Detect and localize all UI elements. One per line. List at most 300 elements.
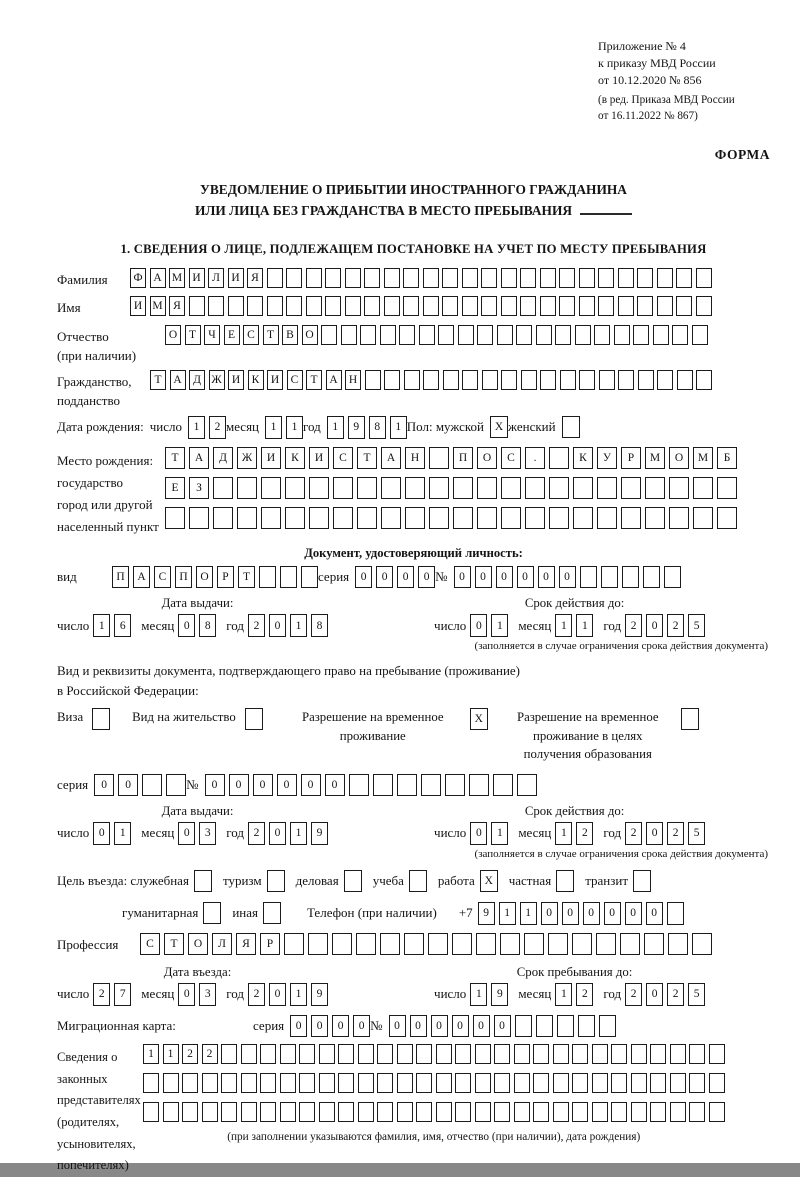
cell[interactable]: X — [490, 416, 508, 438]
res-valid-day-input[interactable] — [470, 822, 508, 845]
representatives-input-row2[interactable] — [143, 1073, 725, 1093]
birth-day-input[interactable] — [188, 416, 226, 439]
cell[interactable] — [455, 1044, 471, 1064]
cell[interactable] — [228, 296, 244, 316]
cell[interactable]: А — [189, 447, 209, 469]
cell[interactable] — [365, 370, 381, 390]
cell[interactable]: М — [645, 447, 665, 469]
cell[interactable] — [549, 477, 569, 499]
cell[interactable] — [142, 774, 162, 796]
cell[interactable] — [377, 1102, 393, 1122]
cell[interactable] — [521, 370, 537, 390]
cell[interactable] — [189, 507, 209, 529]
cell[interactable]: 2 — [576, 983, 593, 1006]
cell[interactable] — [237, 477, 257, 499]
cell[interactable] — [325, 296, 341, 316]
cell[interactable]: 3 — [199, 822, 216, 845]
doc-number-input[interactable] — [454, 566, 681, 588]
cell[interactable] — [409, 870, 427, 892]
temp-residence-checkbox[interactable] — [470, 708, 488, 730]
res-valid-year-input[interactable] — [625, 822, 705, 845]
cell[interactable] — [501, 370, 517, 390]
cell[interactable]: 1 — [290, 822, 307, 845]
cell[interactable] — [182, 1073, 198, 1093]
cell[interactable] — [442, 268, 458, 288]
cell[interactable] — [345, 268, 361, 288]
patronymic-input[interactable] — [165, 325, 708, 345]
cell[interactable]: Ж — [209, 370, 225, 390]
cell[interactable] — [696, 370, 712, 390]
cell[interactable] — [516, 325, 532, 345]
cell[interactable] — [597, 507, 617, 529]
cell[interactable] — [633, 325, 649, 345]
cell[interactable] — [650, 1044, 666, 1064]
cell[interactable] — [397, 1044, 413, 1064]
cell[interactable]: 0 — [178, 614, 195, 637]
doc-valid-day-input[interactable] — [470, 614, 508, 637]
cell[interactable] — [696, 296, 712, 316]
cell[interactable]: 0 — [355, 566, 372, 588]
cell[interactable]: 0 — [431, 1015, 448, 1037]
cell[interactable]: Б — [717, 447, 737, 469]
cell[interactable] — [438, 325, 454, 345]
cell[interactable] — [208, 296, 224, 316]
cell[interactable] — [416, 1102, 432, 1122]
purpose-study-checkbox[interactable] — [409, 870, 427, 892]
cell[interactable]: 2 — [667, 822, 684, 845]
cell[interactable] — [494, 1073, 510, 1093]
cell[interactable]: Р — [621, 447, 641, 469]
cell[interactable]: 0 — [583, 902, 600, 925]
cell[interactable]: 8 — [311, 614, 328, 637]
cell[interactable] — [213, 507, 233, 529]
cell[interactable] — [709, 1102, 725, 1122]
cell[interactable]: 2 — [93, 983, 110, 1006]
cell[interactable]: . — [525, 447, 545, 469]
cell[interactable] — [416, 1044, 432, 1064]
cell[interactable]: 9 — [348, 416, 365, 439]
cell[interactable] — [650, 1102, 666, 1122]
cell[interactable] — [280, 1044, 296, 1064]
cell[interactable]: 0 — [646, 902, 663, 925]
cell[interactable] — [592, 1102, 608, 1122]
birth-year-input[interactable] — [327, 416, 407, 439]
cell[interactable] — [285, 507, 305, 529]
cell[interactable] — [562, 416, 580, 438]
cell[interactable]: 0 — [269, 983, 286, 1006]
cell[interactable]: 0 — [625, 902, 642, 925]
cell[interactable] — [633, 870, 651, 892]
temp-residence-edu-checkbox[interactable] — [681, 708, 699, 730]
cell[interactable]: 1 — [390, 416, 407, 439]
cell[interactable]: 2 — [625, 822, 642, 845]
cell[interactable] — [166, 774, 186, 796]
cell[interactable] — [657, 268, 673, 288]
cell[interactable] — [462, 268, 478, 288]
cell[interactable] — [669, 507, 689, 529]
cell[interactable] — [299, 1102, 315, 1122]
cell[interactable] — [669, 477, 689, 499]
cell[interactable]: 1 — [93, 614, 110, 637]
cell[interactable]: М — [150, 296, 166, 316]
cell[interactable]: 9 — [311, 983, 328, 1006]
cell[interactable] — [621, 477, 641, 499]
cell[interactable] — [497, 325, 513, 345]
cell[interactable] — [299, 1044, 315, 1064]
cell[interactable]: П — [453, 447, 473, 469]
cell[interactable]: И — [228, 268, 244, 288]
cell[interactable] — [241, 1102, 257, 1122]
cell[interactable] — [163, 1102, 179, 1122]
cell[interactable] — [549, 447, 569, 469]
cell[interactable] — [429, 507, 449, 529]
cell[interactable]: 0 — [475, 566, 492, 588]
cell[interactable] — [364, 268, 380, 288]
cell[interactable] — [536, 325, 552, 345]
cell[interactable]: С — [140, 933, 160, 955]
cell[interactable] — [221, 1044, 237, 1064]
cell[interactable]: 0 — [118, 774, 138, 796]
cell[interactable] — [572, 1073, 588, 1093]
cell[interactable] — [548, 933, 568, 955]
cell[interactable]: 2 — [625, 983, 642, 1006]
purpose-humanitarian-checkbox[interactable] — [203, 902, 221, 924]
cell[interactable] — [373, 774, 393, 796]
cell[interactable] — [618, 296, 634, 316]
cell[interactable]: 1 — [290, 614, 307, 637]
cell[interactable]: Ж — [237, 447, 257, 469]
cell[interactable] — [693, 507, 713, 529]
cell[interactable] — [221, 1102, 237, 1122]
cell[interactable] — [599, 1015, 616, 1037]
doc-issue-year-input[interactable] — [248, 614, 328, 637]
cell[interactable] — [533, 1073, 549, 1093]
cell[interactable]: П — [175, 566, 192, 588]
cell[interactable] — [572, 1102, 588, 1122]
cell[interactable] — [360, 325, 376, 345]
cell[interactable] — [443, 370, 459, 390]
cell[interactable] — [381, 477, 401, 499]
cell[interactable]: 0 — [205, 774, 225, 796]
cell[interactable] — [657, 296, 673, 316]
cell[interactable] — [445, 774, 465, 796]
cell[interactable]: 0 — [494, 1015, 511, 1037]
cell[interactable] — [525, 477, 545, 499]
cell[interactable] — [319, 1044, 335, 1064]
cell[interactable]: 8 — [369, 416, 386, 439]
mig-number-input[interactable] — [389, 1015, 616, 1037]
cell[interactable] — [482, 370, 498, 390]
cell[interactable] — [455, 1102, 471, 1122]
cell[interactable]: 0 — [269, 614, 286, 637]
cell[interactable] — [260, 1044, 276, 1064]
cell[interactable]: 0 — [178, 983, 195, 1006]
cell[interactable] — [677, 370, 693, 390]
cell[interactable]: 0 — [410, 1015, 427, 1037]
cell[interactable] — [429, 447, 449, 469]
cell[interactable] — [469, 774, 489, 796]
cell[interactable]: 0 — [538, 566, 555, 588]
cell[interactable] — [92, 708, 110, 730]
cell[interactable] — [672, 325, 688, 345]
cell[interactable]: И — [228, 370, 244, 390]
cell[interactable] — [601, 566, 618, 588]
surname-input[interactable] — [130, 268, 712, 288]
cell[interactable]: Т — [357, 447, 377, 469]
cell[interactable]: Т — [238, 566, 255, 588]
cell[interactable]: 2 — [209, 416, 226, 439]
cell[interactable]: 1 — [114, 822, 131, 845]
cell[interactable]: 0 — [496, 566, 513, 588]
cell[interactable] — [280, 1102, 296, 1122]
cell[interactable] — [501, 507, 521, 529]
birth-month-input[interactable] — [265, 416, 303, 439]
cell[interactable]: X — [480, 870, 498, 892]
cell[interactable]: Т — [263, 325, 279, 345]
birth-place-input-row3[interactable] — [165, 507, 737, 529]
cell[interactable] — [514, 1044, 530, 1064]
cell[interactable] — [436, 1073, 452, 1093]
cell[interactable] — [631, 1102, 647, 1122]
cell[interactable] — [580, 566, 597, 588]
cell[interactable] — [377, 1044, 393, 1064]
cell[interactable]: А — [133, 566, 150, 588]
cell[interactable] — [481, 296, 497, 316]
cell[interactable] — [286, 296, 302, 316]
cell[interactable] — [259, 566, 276, 588]
cell[interactable] — [594, 325, 610, 345]
cell[interactable] — [689, 1073, 705, 1093]
cell[interactable]: 1 — [163, 1044, 179, 1064]
cell[interactable] — [689, 1102, 705, 1122]
cell[interactable] — [644, 933, 664, 955]
female-checkbox[interactable] — [562, 416, 580, 438]
cell[interactable] — [493, 774, 513, 796]
cell[interactable]: 0 — [277, 774, 297, 796]
cell[interactable] — [575, 325, 591, 345]
cell[interactable] — [618, 370, 634, 390]
cell[interactable]: И — [189, 268, 205, 288]
cell[interactable] — [358, 1102, 374, 1122]
cell[interactable]: 0 — [517, 566, 534, 588]
cell[interactable]: 0 — [646, 983, 663, 1006]
cell[interactable] — [475, 1073, 491, 1093]
phone-input[interactable] — [478, 902, 684, 925]
cell[interactable] — [241, 1073, 257, 1093]
cell[interactable] — [477, 507, 497, 529]
cell[interactable] — [520, 296, 536, 316]
cell[interactable]: 9 — [491, 983, 508, 1006]
cell[interactable]: 1 — [286, 416, 303, 439]
cell[interactable] — [622, 566, 639, 588]
cell[interactable]: Р — [260, 933, 280, 955]
purpose-tourism-checkbox[interactable] — [267, 870, 285, 892]
cell[interactable]: 0 — [269, 822, 286, 845]
cell[interactable]: 0 — [559, 566, 576, 588]
cell[interactable] — [555, 325, 571, 345]
visa-checkbox[interactable] — [92, 708, 110, 730]
cell[interactable]: 0 — [253, 774, 273, 796]
cell[interactable]: А — [381, 447, 401, 469]
cell[interactable] — [572, 1044, 588, 1064]
cell[interactable] — [364, 296, 380, 316]
cell[interactable] — [267, 268, 283, 288]
cell[interactable]: 2 — [182, 1044, 198, 1064]
cell[interactable]: 1 — [265, 416, 282, 439]
cell[interactable]: Я — [236, 933, 256, 955]
cell[interactable]: 0 — [178, 822, 195, 845]
cell[interactable] — [380, 933, 400, 955]
cell[interactable]: С — [287, 370, 303, 390]
doc-valid-year-input[interactable] — [625, 614, 705, 637]
cell[interactable]: 5 — [688, 822, 705, 845]
cell[interactable] — [403, 296, 419, 316]
cell[interactable] — [637, 296, 653, 316]
mig-series-input[interactable] — [290, 1015, 370, 1037]
representatives-input-row1[interactable] — [143, 1044, 725, 1064]
cell[interactable] — [301, 566, 318, 588]
cell[interactable] — [631, 1073, 647, 1093]
cell[interactable]: О — [477, 447, 497, 469]
cell[interactable] — [453, 507, 473, 529]
cell[interactable] — [397, 774, 417, 796]
cell[interactable]: Н — [405, 447, 425, 469]
cell[interactable] — [285, 477, 305, 499]
cell[interactable] — [611, 1102, 627, 1122]
cell[interactable] — [333, 477, 353, 499]
cell[interactable]: В — [282, 325, 298, 345]
cell[interactable] — [462, 370, 478, 390]
cell[interactable] — [494, 1044, 510, 1064]
cell[interactable]: 2 — [248, 614, 265, 637]
cell[interactable] — [618, 268, 634, 288]
cell[interactable] — [453, 477, 473, 499]
cell[interactable] — [143, 1073, 159, 1093]
cell[interactable] — [475, 1044, 491, 1064]
cell[interactable] — [384, 370, 400, 390]
cell[interactable] — [557, 1015, 574, 1037]
cell[interactable] — [397, 1102, 413, 1122]
cell[interactable] — [553, 1102, 569, 1122]
cell[interactable] — [689, 1044, 705, 1064]
cell[interactable] — [515, 1015, 532, 1037]
cell[interactable]: 8 — [199, 614, 216, 637]
cell[interactable]: Е — [165, 477, 185, 499]
cell[interactable] — [717, 477, 737, 499]
cell[interactable] — [280, 1073, 296, 1093]
cell[interactable] — [717, 507, 737, 529]
cell[interactable]: Е — [224, 325, 240, 345]
cell[interactable]: С — [154, 566, 171, 588]
cell[interactable] — [645, 507, 665, 529]
residence-permit-checkbox[interactable] — [245, 708, 263, 730]
cell[interactable] — [319, 1102, 335, 1122]
cell[interactable] — [500, 933, 520, 955]
cell[interactable]: С — [501, 447, 521, 469]
cell[interactable] — [462, 296, 478, 316]
birth-place-input-row1[interactable] — [165, 447, 737, 469]
cell[interactable] — [621, 507, 641, 529]
cell[interactable] — [549, 507, 569, 529]
doc-issue-month-input[interactable] — [178, 614, 216, 637]
cell[interactable]: Я — [247, 268, 263, 288]
cell[interactable] — [676, 296, 692, 316]
cell[interactable]: З — [189, 477, 209, 499]
cell[interactable] — [182, 1102, 198, 1122]
cell[interactable] — [611, 1073, 627, 1093]
cell[interactable]: А — [170, 370, 186, 390]
cell[interactable] — [260, 1073, 276, 1093]
cell[interactable] — [380, 325, 396, 345]
cell[interactable]: 1 — [290, 983, 307, 1006]
purpose-business-checkbox[interactable] — [344, 870, 362, 892]
cell[interactable]: 0 — [397, 566, 414, 588]
res-valid-month-input[interactable] — [555, 822, 593, 845]
res-issue-month-input[interactable] — [178, 822, 216, 845]
cell[interactable]: 0 — [541, 902, 558, 925]
cell[interactable] — [357, 477, 377, 499]
cell[interactable]: 0 — [290, 1015, 307, 1037]
cell[interactable] — [476, 933, 496, 955]
given-name-input[interactable] — [130, 296, 712, 316]
cell[interactable] — [338, 1102, 354, 1122]
cell[interactable] — [592, 1044, 608, 1064]
cell[interactable] — [203, 902, 221, 924]
cell[interactable] — [321, 325, 337, 345]
representatives-input-row3[interactable] — [143, 1102, 725, 1122]
birth-place-input-row2[interactable] — [165, 477, 737, 499]
cell[interactable] — [202, 1073, 218, 1093]
cell[interactable]: О — [669, 447, 689, 469]
cell[interactable] — [592, 1073, 608, 1093]
cell[interactable]: Т — [185, 325, 201, 345]
cell[interactable] — [692, 325, 708, 345]
cell[interactable]: А — [326, 370, 342, 390]
cell[interactable]: X — [470, 708, 488, 730]
cell[interactable]: К — [248, 370, 264, 390]
cell[interactable] — [286, 268, 302, 288]
cell[interactable] — [163, 1073, 179, 1093]
cell[interactable] — [325, 268, 341, 288]
cell[interactable] — [357, 507, 377, 529]
cell[interactable] — [559, 296, 575, 316]
cell[interactable]: 1 — [555, 614, 572, 637]
cell[interactable]: 1 — [576, 614, 593, 637]
cell[interactable]: Т — [306, 370, 322, 390]
cell[interactable] — [598, 268, 614, 288]
cell[interactable] — [429, 477, 449, 499]
cell[interactable] — [540, 370, 556, 390]
cell[interactable] — [657, 370, 673, 390]
cell[interactable]: Т — [150, 370, 166, 390]
cell[interactable] — [638, 370, 654, 390]
doc-issue-day-input[interactable] — [93, 614, 131, 637]
cell[interactable] — [520, 268, 536, 288]
cell[interactable]: 3 — [199, 983, 216, 1006]
cell[interactable] — [403, 268, 419, 288]
cell[interactable]: 0 — [229, 774, 249, 796]
cell[interactable]: 2 — [202, 1044, 218, 1064]
cell[interactable] — [668, 933, 688, 955]
cell[interactable] — [517, 774, 537, 796]
cell[interactable]: 1 — [491, 822, 508, 845]
cell[interactable] — [477, 477, 497, 499]
cell[interactable]: 0 — [301, 774, 321, 796]
cell[interactable]: 2 — [248, 822, 265, 845]
cell[interactable] — [436, 1044, 452, 1064]
cell[interactable] — [664, 566, 681, 588]
cell[interactable] — [377, 1073, 393, 1093]
